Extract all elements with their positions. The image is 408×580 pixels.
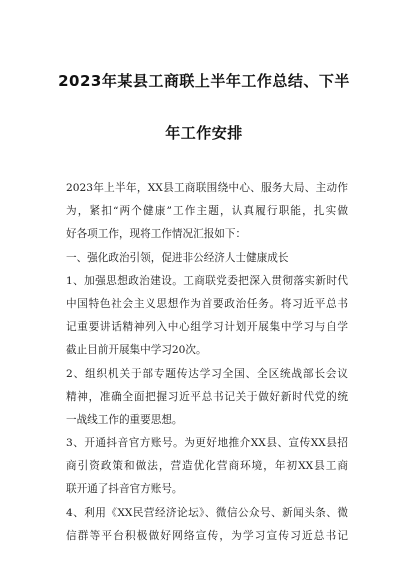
paragraph-line: 1、加强思想政治建设。工商联党委把深入贯彻落实新时代 <box>66 274 348 287</box>
paragraph-line: 商引资政策和做法，营造优化营商环境，年初XX县工商 <box>66 460 348 473</box>
paragraph-line: 2、组织机关于部专题传达学习全国、全区统战部长会议 <box>66 367 348 380</box>
paragraph-line: 4、利用《XX民营经济论坛》、微信公众号、新闻头条、微 <box>66 506 348 519</box>
paragraph-line: 好各项工作，现将工作情况汇报如下： <box>66 228 247 241</box>
paragraph-line: 一战线工作的重要思想。 <box>66 413 183 426</box>
paragraph-line: 中国特色社会主义思想作为首要政治任务。将习近平总书 <box>66 297 348 310</box>
paragraph-line: 3、开通抖音官方账号。为更好地推介XX县、宣传XX县招 <box>66 437 348 450</box>
paragraph-line: 截止目前开展集中学习20次。 <box>66 344 207 357</box>
paragraph-line: 记重要讲话精神列入中心组学习计划开展集中学习与自学 <box>66 321 348 334</box>
section-heading: 一、强化政治引领，促进非公经济人士健康成长 <box>66 251 289 264</box>
paragraph-line: 信群等平台积极做好网络宣传，为学习宣传习近总书记 <box>66 529 348 542</box>
paragraph-line: 精神，准确全面把握习近平总书记关于做好新时代党的统 <box>66 390 348 403</box>
paragraph-line: 2023年上半年，XX县工商联围绕中心、服务大局、主动作 <box>66 182 348 194</box>
document-title-line-2: 年工作安排 <box>165 124 243 142</box>
document-title-line-1: 2023年某县工商联上半年工作总结、下半 <box>58 72 350 90</box>
document-body <box>66 177 348 548</box>
paragraph-line: 为，紧扣“两个健康”工作主题，认真履行职能，扎实做 <box>66 205 348 218</box>
paragraph-line: 联开通了抖音官方账号。 <box>66 483 183 496</box>
